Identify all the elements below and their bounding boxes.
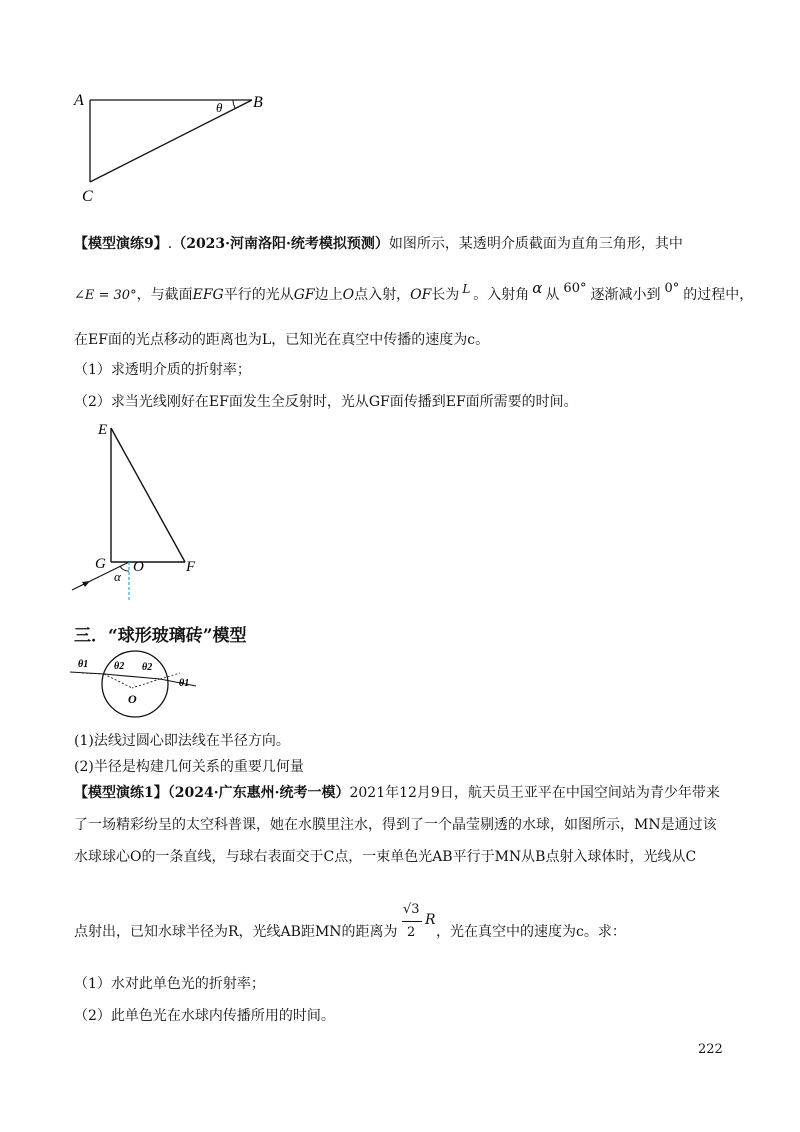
fraction-denominator: 2 [407,925,416,940]
note-1: (1)法线过圆心即法线在半径方向。 [74,733,290,749]
problem1-tag: 【模型演练1】 [74,785,168,801]
angle-condition: ∠E = 30° [74,288,137,303]
text-l: L [462,282,471,296]
text-seg: ，与截面 [136,287,193,303]
text-efg: EFG [192,287,224,303]
text-seg: 平行的光从 [223,287,294,303]
problem1-line3: 水球球心O的一条直线，与球右表面交于C点，一束单色光AB平行于MN从B点射入球体时，光线从C [74,849,697,865]
problem1-line2: 了一场精彩纷呈的太空科普课，她在水膜里注水，得到了一个晶莹剔透的水球，如图所示，MN是通过该 [74,817,717,833]
problem9-line3: 在EF面的光点移动的距离也为L，已知光在真空中传播的速度为c。 [74,332,490,348]
problem9-question2: （2）求当光线刚好在EF面发生全反射时，光从GF面传播到EF面所需要的时间。 [74,394,578,410]
section-heading: 三．“球形玻璃砖”模型 [74,626,247,646]
text-o: O [342,287,355,303]
problem9-intro: 如图所示，某透明介质截面为直角三角形，其中 [388,236,683,252]
label-a: A [74,92,84,109]
sphere-figure [70,648,200,722]
fraction-r: R [425,912,436,928]
note-2: (2)半径是构建几何关系的重要几何量 [74,759,304,775]
fraction-bar [402,921,422,922]
problem1-line4a: 点射出，已知水球半径为R，光线AB距MN的距离为 [74,924,398,940]
text-0deg: 0° [664,281,680,296]
label-center-o: O [128,692,137,706]
triangle-efg-figure [66,418,216,606]
problem1-question1: （1）水对此单色光的折射率； [74,976,265,992]
problem1-line1 [74,783,720,803]
problem9-line2 [74,278,753,306]
text-of: OF [410,287,432,303]
label-g: G [95,556,106,572]
problem9-question1: （1）求透明介质的折射率； [74,362,251,378]
text-seg: 逐渐减小到 [590,287,661,303]
problem9-tag: 【模型演练9】 [74,236,168,252]
fraction-sqrt3-over-2 [401,900,436,946]
text-60deg: 60° [563,281,587,296]
text-seg: 。入射角 [473,287,530,303]
fraction-numerator: √3 [403,902,420,917]
label-c: C [82,188,93,205]
triangle-abc-figure [70,85,280,210]
label-f: F [186,559,196,575]
text-seg: 的过程中， [683,287,754,303]
problem9-source: （2023·河南洛阳·统考模拟预测） [172,236,389,252]
label-theta2-left: θ2 [114,661,125,672]
problem1-question2: （2）此单色光在水球内传播所用的时间。 [74,1008,335,1024]
problem1-source: （2024·广东惠州·统考一模） [167,785,350,801]
text-seg: 长为 [431,287,460,303]
problem1-line4b: ，光在真空中的速度为c。求： [436,924,626,940]
label-theta2-right: θ2 [142,662,153,673]
text-seg: 点入射， [354,287,411,303]
problem1-intro: 2021年12月9日，航天员王亚平在中国空间站为青少年带来 [349,785,720,801]
label-theta1-left: θ1 [78,659,89,670]
page-number: 222 [698,1042,723,1057]
label-alpha: α [114,569,121,584]
label-o: O [133,559,144,575]
text-seg: 从 [545,287,560,303]
label-theta1-right: θ1 [179,678,190,689]
text-alpha: α [532,279,543,297]
problem9-sep: . [167,236,173,252]
text-gf: GF [293,287,315,303]
problem9-line1 [74,234,683,254]
label-theta: θ [216,100,223,115]
label-b: B [253,94,263,111]
label-e: E [98,422,108,438]
text-seg: 边上 [314,287,343,303]
